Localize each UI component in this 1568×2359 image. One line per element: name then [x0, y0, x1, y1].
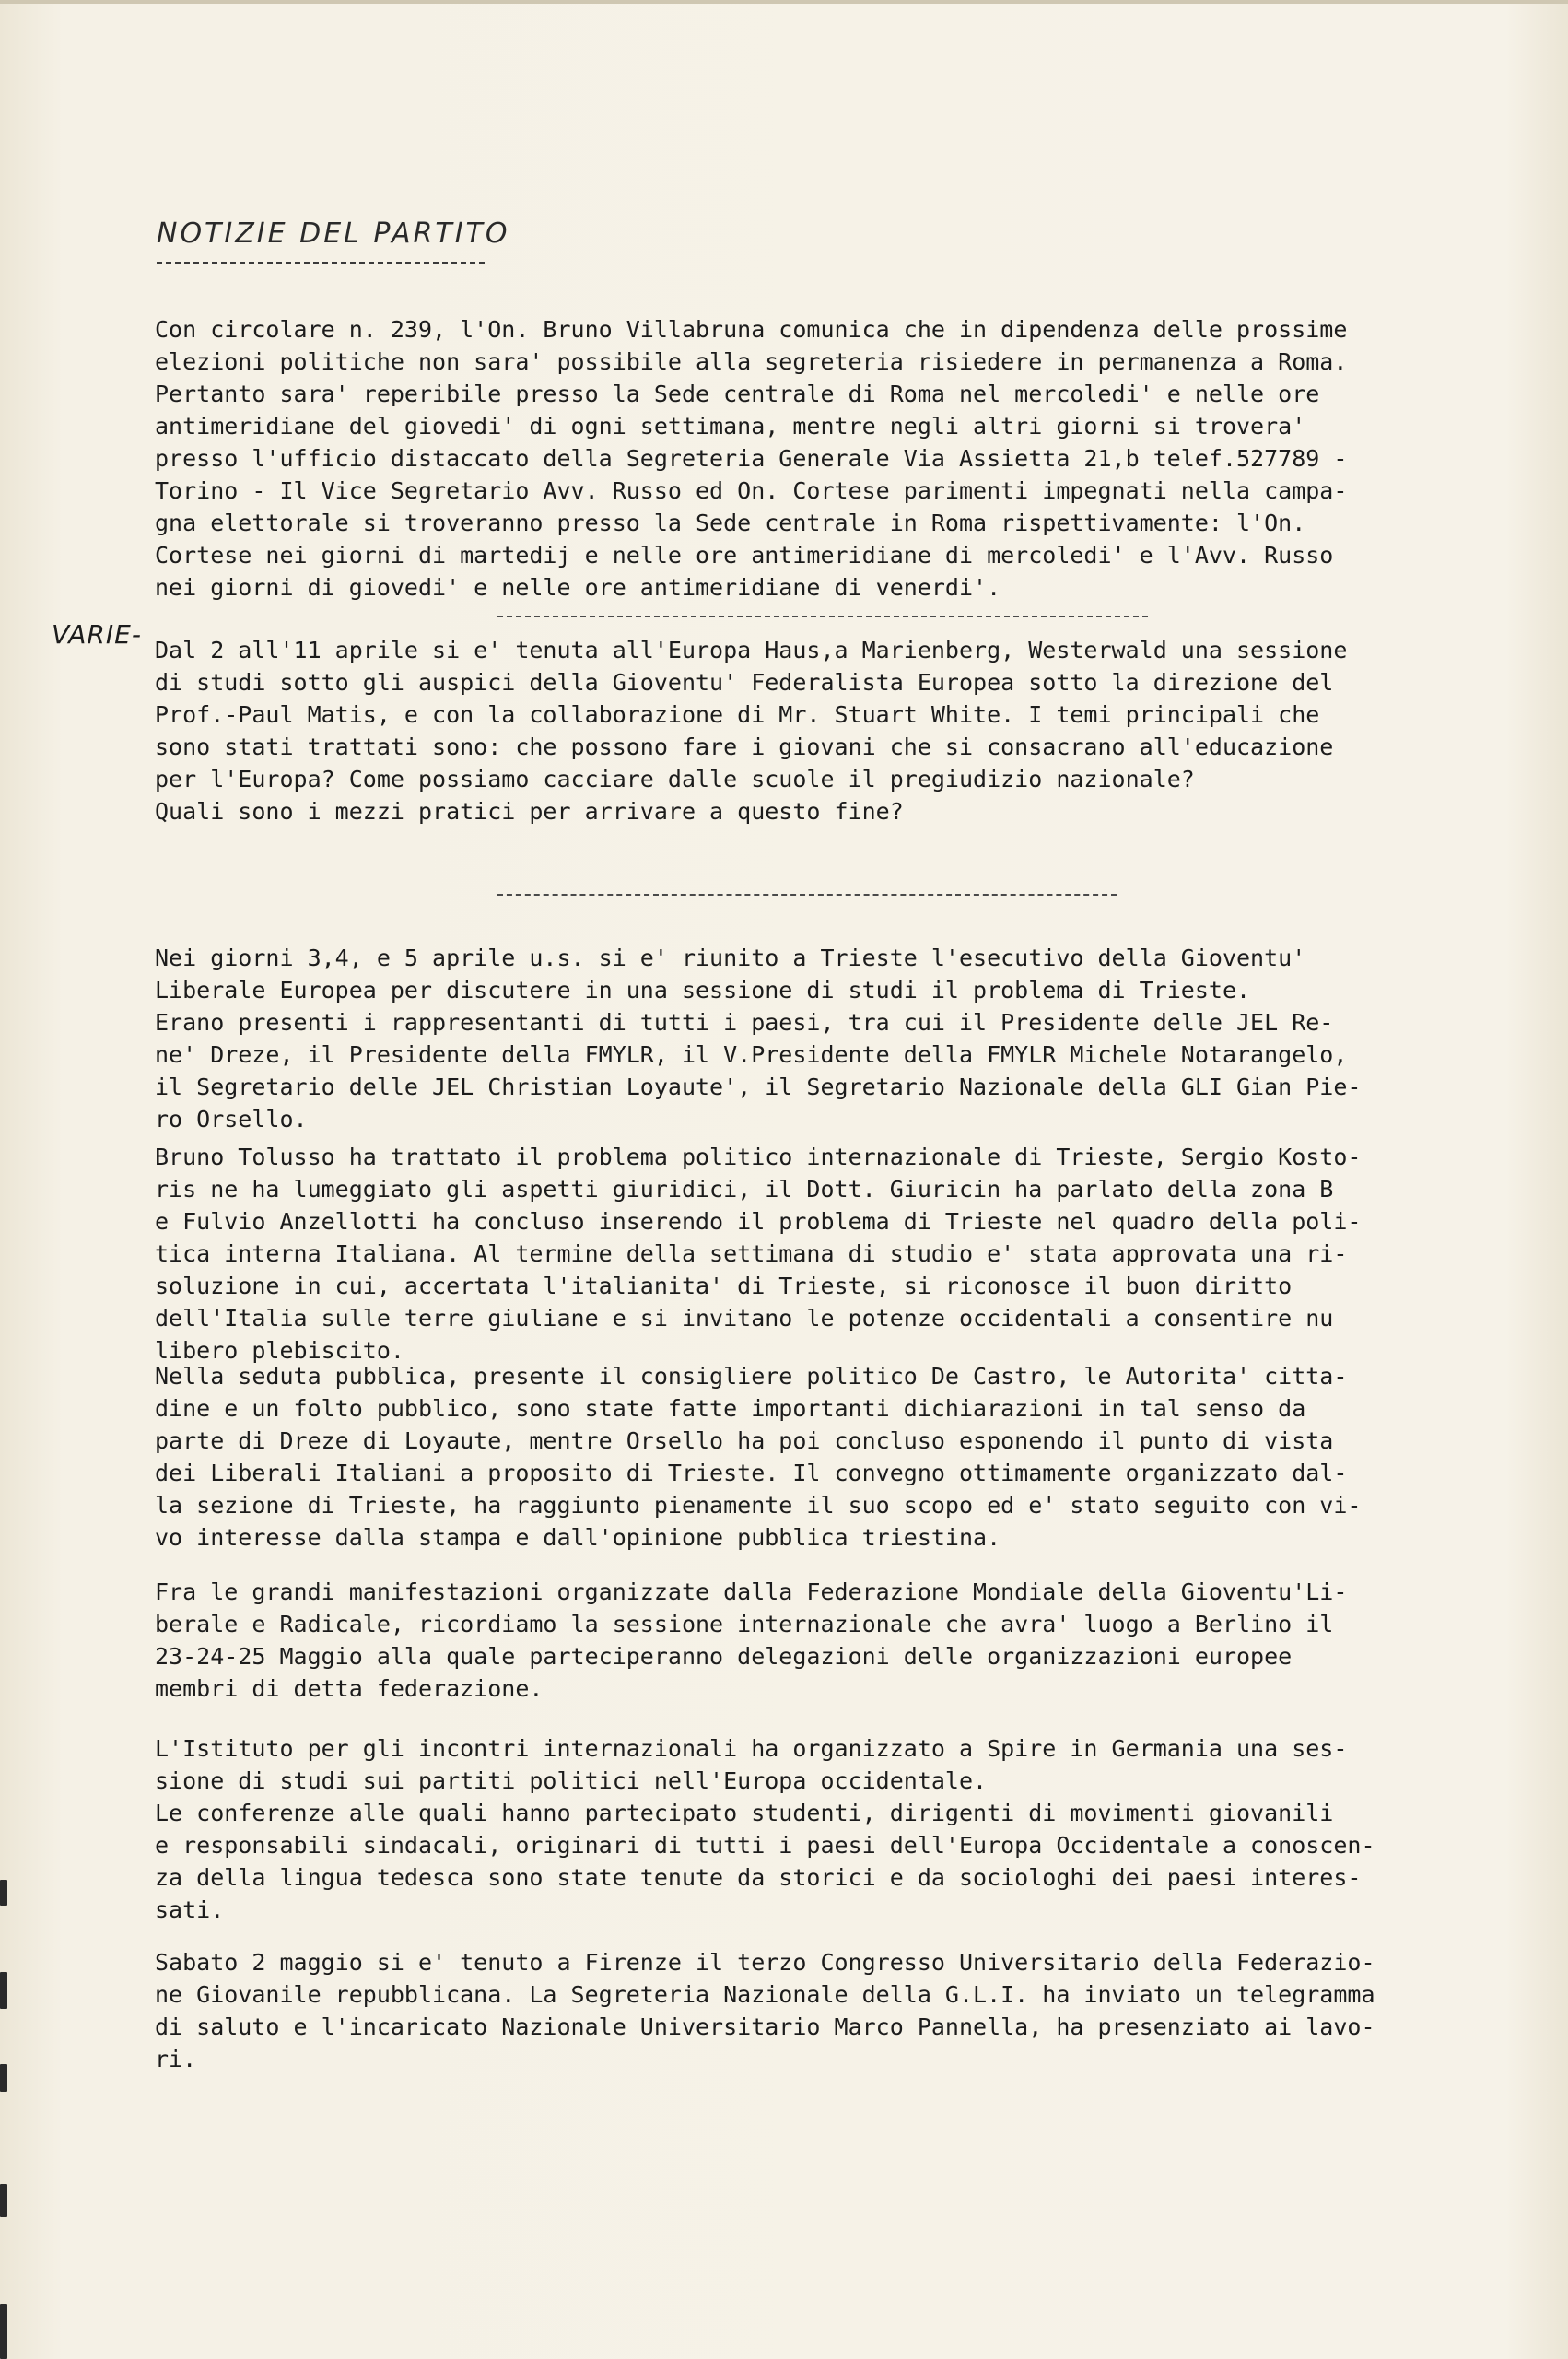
text-line: za della lingua tedesca sono state tenute da storici e da sociologhi dei paesi interes- — [155, 1864, 1362, 1891]
text-line: Nella seduta pubblica, presente il consigliere politico De Castro, le Autorita' citta- — [155, 1363, 1348, 1390]
text-line: la sezione di Trieste, ha raggiunto pienamente il suo scopo ed e' stato seguito con vi- — [155, 1492, 1362, 1519]
text-line: dell'Italia sulle terre giuliane e si invitano le potenze occidentali a consentire nu — [155, 1305, 1334, 1332]
text-line: il Segretario delle JEL Christian Loyaute', il Segretario Nazionale della GLI Gian Pie- — [155, 1074, 1362, 1100]
text-line: Fra le grandi manifestazioni organizzate dalla Federazione Mondiale della Gioventu'Li- — [155, 1579, 1348, 1605]
text-line: e Fulvio Anzellotti ha concluso inserendo il problema di Trieste nel quadro della poli- — [155, 1208, 1362, 1235]
text-line: L'Istituto per gli incontri internazionali ha organizzato a Spire in Germania una ses- — [155, 1735, 1348, 1762]
text-line: ris ne ha lumeggiato gli aspetti giuridici, il Dott. Giuricin ha parlato della zona B — [155, 1176, 1334, 1203]
text-line: nei giorni di giovedi' e nelle ore antimeridiane di venerdi'. — [155, 574, 1001, 601]
text-line: Sabato 2 maggio si e' tenuto a Firenze il terzo Congresso Universitario della Federazio- — [155, 1949, 1375, 1976]
text-line: di studi sotto gli auspici della Gioventu' Federalista Europea sotto la direzione del — [155, 669, 1334, 696]
text-line: Cortese nei giorni di martedij e nelle ore antimeridiane di mercoledi' e l'Avv. Russo — [155, 542, 1334, 569]
text-line: soluzione in cui, accertata l'italianita' di Trieste, si riconosce il buon diritto — [155, 1273, 1293, 1299]
text-line: sione di studi sui partiti politici nell'Europa occidentale. — [155, 1767, 988, 1794]
text-line: ri. — [155, 2046, 197, 2072]
title-underline — [157, 262, 485, 264]
text-line: sati. — [155, 1896, 225, 1923]
text-line: ne' Dreze, il Presidente della FMYLR, il V.Presidente della FMYLR Michele Notarangelo, — [155, 1041, 1348, 1068]
section-tolusso — [155, 1141, 1491, 1367]
text-line: elezioni politiche non sara' possibile alla segreteria risiedere in permanenza a Roma. — [155, 348, 1348, 375]
text-line: per l'Europa? Come possiamo cacciare dalle scuole il pregiudizio nazionale? — [155, 766, 1195, 792]
text-line: dei Liberali Italiani a proposito di Trieste. Il convegno ottimamente organizzato dal- — [155, 1460, 1348, 1486]
text-line: Quali sono i mezzi pratici per arrivare a questo fine? — [155, 798, 904, 825]
text-line: ro Orsello. — [155, 1106, 308, 1133]
section-seduta — [155, 1360, 1491, 1554]
text-line: presso l'ufficio distaccato della Segreteria Generale Via Assietta 21,b telef.527789 - — [155, 445, 1348, 472]
text-line: parte di Dreze di Loyaute, mentre Orsello ha poi concluso esponendo il punto di vista — [155, 1427, 1334, 1454]
text-line: Erano presenti i rappresentanti di tutti i paesi, tra cui il Presidente delle JEL Re- — [155, 1009, 1334, 1036]
text-line: e responsabili sindacali, originari di tutti i paesi dell'Europa Occidentale a conoscen- — [155, 1832, 1375, 1859]
text-line: membri di detta federazione. — [155, 1675, 544, 1702]
divider-2 — [497, 894, 1117, 896]
text-line: ne Giovanile repubblicana. La Segreteria Nazionale della G.L.I. ha inviato un telegramma — [155, 1981, 1375, 2008]
text-line: Pertanto sara' reperibile presso la Sede centrale di Roma nel mercoledi' e nelle ore — [155, 381, 1320, 407]
text-line: di saluto e l'incaricato Nazionale Universitario Marco Pannella, ha presenziato ai lavo- — [155, 2013, 1375, 2040]
page-top-edge — [0, 0, 1568, 4]
text-line: Nei giorni 3,4, e 5 aprile u.s. si e' riunito a Trieste l'esecutivo della Gioventu' — [155, 945, 1306, 971]
text-line: dine e un folto pubblico, sono state fatte importanti dichiarazioni in tal senso da — [155, 1395, 1306, 1422]
section-trieste — [155, 942, 1491, 1135]
text-line: Dal 2 all'11 aprile si e' tenuta all'Europa Haus,a Marienberg, Westerwald una sessione — [155, 637, 1348, 663]
text-line: vo interesse dalla stampa e dall'opinione pubblica triestina. — [155, 1524, 1001, 1551]
divider-1 — [497, 616, 1148, 617]
text-line: Le conferenze alle quali hanno partecipato studenti, dirigenti di movimenti giovanili — [155, 1800, 1334, 1826]
text-line: Torino - Il Vice Segretario Avv. Russo ed On. Cortese parimenti impegnati nella campa- — [155, 477, 1348, 504]
text-line: gna elettorale si troveranno presso la Sede centrale in Roma rispettivamente: l'On. — [155, 510, 1306, 536]
text-line: Prof.-Paul Matis, e con la collaborazione di Mr. Stuart White. I temi principali che — [155, 701, 1320, 728]
text-line: berale e Radicale, ricordiamo la sessione internazionale che avra' luogo a Berlino il — [155, 1611, 1334, 1637]
section-varie — [155, 634, 1491, 827]
text-line: sono stati trattati sono: che possono fare i giovani che si consacrano all'educazione — [155, 734, 1334, 760]
section-spire — [155, 1732, 1491, 1926]
section-firenze — [155, 1946, 1491, 2075]
text-line: Bruno Tolusso ha trattato il problema politico internazionale di Trieste, Sergio Kosto- — [155, 1144, 1362, 1170]
text-line: antimeridiane del giovedi' di ogni settimana, mentre negli altri giorni si trovera' — [155, 413, 1306, 440]
text-line: libero plebiscito. — [155, 1337, 404, 1364]
text-line: tica interna Italiana. Al termine della settimana di studio e' stata approvata una ri- — [155, 1240, 1348, 1267]
varie-label: VARIE- — [52, 619, 142, 650]
binding-marks — [0, 1880, 9, 2359]
text-line: Liberale Europea per discutere in una sessione di studi il problema di Trieste. — [155, 977, 1251, 1003]
text-line: Con circolare n. 239, l'On. Bruno Villabruna comunica che in dipendenza delle prossime — [155, 316, 1348, 343]
section-circolare — [155, 313, 1491, 604]
text-line: 23-24-25 Maggio alla quale parteciperanno delegazioni delle organizzazioni europee — [155, 1643, 1293, 1670]
page-title: NOTIZIE DEL PARTITO — [157, 217, 510, 250]
section-berlino — [155, 1576, 1491, 1705]
